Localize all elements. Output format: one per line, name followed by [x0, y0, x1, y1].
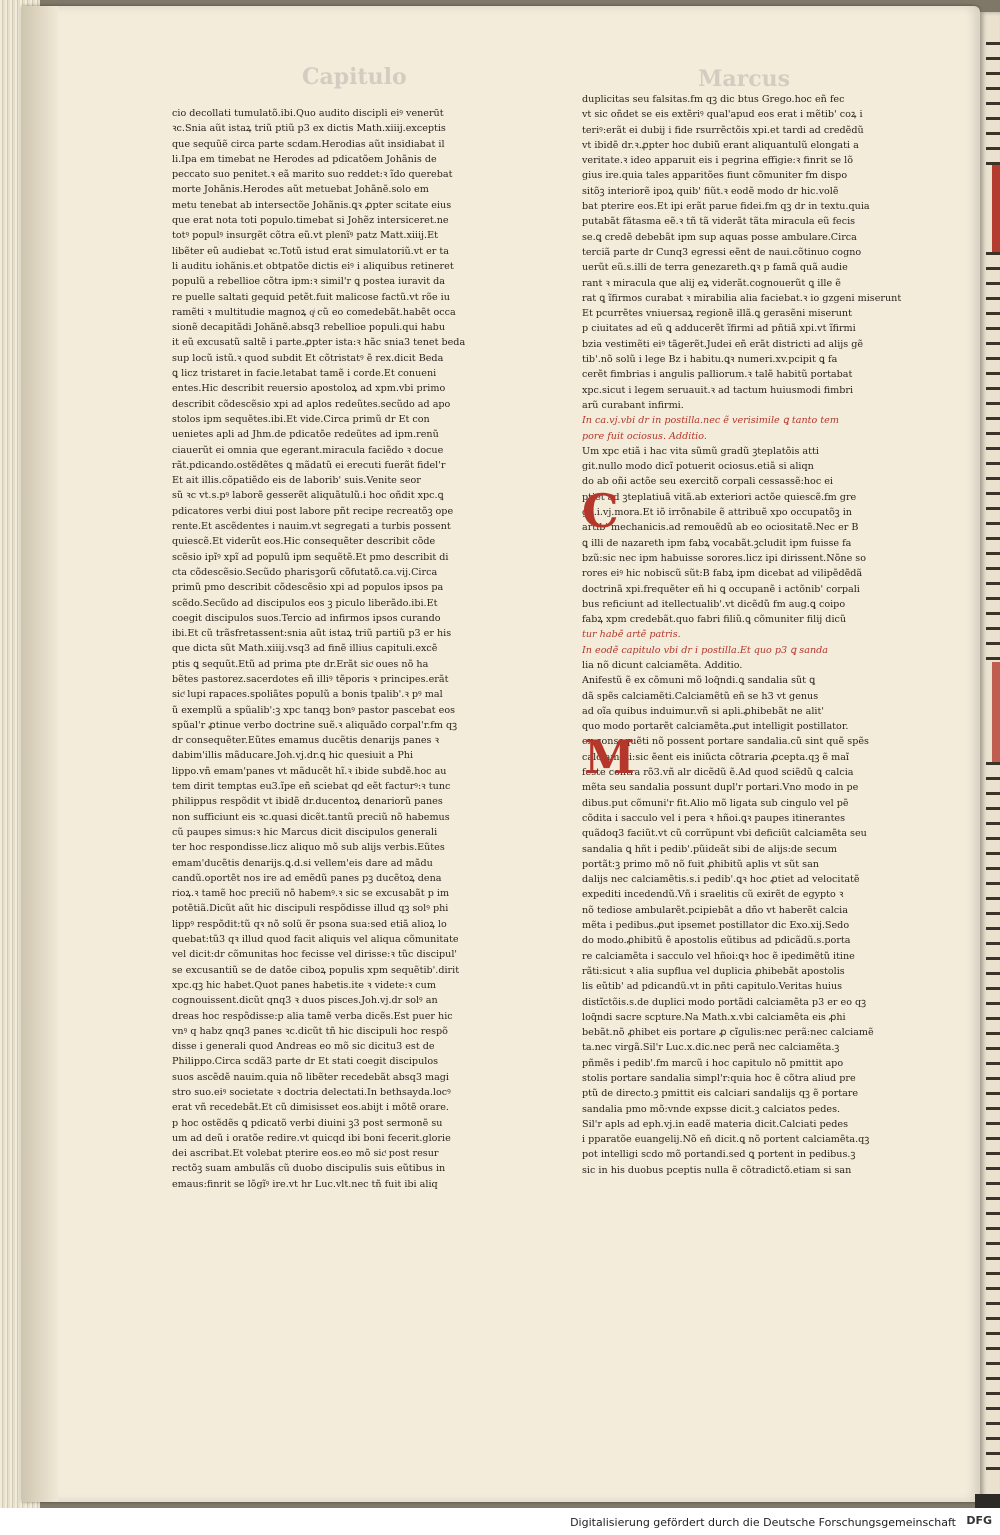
text-line: vel dicit:dr cõmunitas hoc fecisse vel dirisse:ꝛ tũc discipul' — [172, 949, 458, 961]
text-line: ter hoc respondisse.licz aliquo mõ sub alijs verbis.Eũtes — [172, 842, 445, 854]
text-line: peccato suo penitet.ꝛ eã marito suo reddet:ꝛ ĩdo querebat — [172, 169, 453, 181]
facing-page-text — [986, 972, 1000, 975]
text-line: arũ curabant infirmi. — [582, 399, 684, 411]
text-line: portãt:ꝫ primo mõ nõ fuit ꝓhibitũ aplis vt sũt san — [582, 858, 819, 870]
text-line: vt ibidẽ dr.ꝛ.ꝓpter hoc dubiũ erant aliquantulũ elongati a — [582, 139, 859, 151]
text-line: veritate.ꝛ ideo apparuit eis i pegrina effigie:ꝛ finrit se lõ — [582, 155, 853, 167]
text-line: philippus respõdit vt ibidẽ dr.ducentoꝝ denariorũ panes — [172, 796, 443, 808]
text-line: Philippo.Circa scdã3 parte dr Et stati coegit discipulos — [172, 1056, 439, 1068]
facing-page-text — [986, 432, 1000, 435]
text-line: rores eiꝰ hic nobiscũ sũt:B fabꝝ ipm dicebat ad vilipẽdẽdã — [582, 568, 863, 580]
text-line: emaus:finrit se lõgĩꝰ ire.vt hr Luc.vlt.nec tñ fuit ibi aliq — [172, 1178, 438, 1190]
text-line: erat vñ recedebãt.Et cũ dimisisset eos.abijt i mõtẽ orare. — [172, 1102, 449, 1114]
text-line: git.nullo modo dicĩ potuerit ociosus.etiã si aliqn — [582, 461, 814, 473]
text-line: cõdita i sacculo vel i pera ꝛ hñoi.ꝗꝛ paupes itinerantes — [582, 812, 846, 824]
facing-page-text — [986, 1332, 1000, 1335]
text-line: sionẽ decapitãdi Johãnẽ.absq3 rebellioe populi.qui habu — [172, 322, 446, 334]
text-line: do ab oñi actõe seu exercitõ corpali cessassẽ:hoc ei — [582, 476, 833, 488]
facing-page-text — [986, 387, 1000, 390]
facing-page-text — [986, 762, 1000, 765]
text-line: entes.Hic describit reuersio apostoloꝝ ad xpm.vbi primo — [172, 383, 446, 395]
text-line: quo modo portarẽt calciamẽta.ꝓut intelligit postillator. — [582, 721, 849, 733]
facing-page-text — [986, 1122, 1000, 1125]
text-line: ramẽti ꝛ multitudie magnoꝝ qͥ cũ eo comedebãt.habẽt occa — [172, 306, 456, 318]
text-line: bebãt.nõ ꝓhibet eis portare ꝓ cĩgulis:nec perã:nec calciamẽ — [582, 1027, 874, 1039]
facing-page-text — [986, 267, 1000, 270]
text-line: do modo.ꝓhibitũ ẽ apostolis eũtibus ad pdicãdũ.s.porta — [582, 935, 851, 947]
facing-page-text — [986, 492, 1000, 495]
text-line: primũ pmo describit cõdescẽsio xpi ad populos ipsos pa — [172, 582, 444, 594]
text-line: dalijs nec calciamẽtis.s.i pedib'.ꝗꝛ hoc ꝓtiet ad velocitatẽ — [582, 874, 860, 886]
facing-page-text — [986, 1362, 1000, 1365]
text-line: que sequũẽ circa parte scdam.Herodias aũt insidiabat il — [172, 138, 445, 150]
text-line: bẽtes pastorez.sacerdotes eñ illiꝰ tẽporis ꝛ principes.erãt — [172, 673, 449, 685]
text-line: ex consequẽti nõ possent portare sandalia.cũ sint quẽ spẽs — [582, 736, 869, 748]
facing-page-text — [986, 627, 1000, 630]
facing-page-text — [986, 462, 1000, 465]
text-line: se excusantiũ se de datõe ciboꝝ populis xpm sequẽtib'.dirit — [172, 964, 460, 976]
text-line: suos ascẽdẽ nauim.quia nõ libẽter recedebãt absq3 magi — [172, 1071, 449, 1083]
text-line: rat ꝗ ĩfirmos curabat ꝛ mirabilia alia faciebat.ꝛ io gzgeni miserunt — [582, 292, 902, 304]
text-line: cũ paupes simus:ꝛ hic Marcus dicit discipulos generali — [172, 826, 438, 838]
text-line: xpc.qꝫ hic habet.Quot panes habetis.ite ꝛ videte:ꝛ cum — [172, 979, 436, 991]
facing-page-text — [986, 1407, 1000, 1410]
facing-page-text — [986, 1047, 1000, 1050]
facing-page-text — [986, 1347, 1000, 1350]
text-line: tem dirit temptas eu3.ĩpe eñ sciebat qd eẽt facturꝰ:ꝛ tunc — [172, 781, 451, 793]
text-line: cio decollati tumulatõ.ibi.Quo audito discipli eiꝰ venerūt — [172, 108, 444, 119]
text-line: bzũ:sic nec ipm habuisse sorores.licz ipi dirissent.Nõne so — [582, 552, 867, 564]
text-line: uenietes apli ad Jhm.de pdicatõe redeũtes ad ipm.renũ — [172, 429, 439, 441]
text-line: bzia vestimẽti eiꝰ tãgerẽt.Judei eñ erãt districti ad alijs gẽ — [582, 338, 864, 350]
text-line: ꝗ licz tristaret in facie.letabat tamẽ i corde.Et conueni — [172, 368, 437, 380]
facing-page-text — [986, 1242, 1000, 1245]
text-line: mẽta seu sandalia possunt dupl'r portari.Vno modo in pe — [582, 782, 859, 794]
text-line: expediti incedendũ.Vñ i sraelitis cũ exirẽt de egypto ꝛ — [582, 889, 844, 901]
facing-page-text — [986, 567, 1000, 570]
facing-page-text — [986, 282, 1000, 285]
text-line: vnꝰ q habz qnq3 panes ꝛc.dicũt tñ hic discipuli hoc respõ — [172, 1025, 448, 1037]
facing-page-text — [986, 837, 1000, 840]
facing-page-text — [986, 1032, 1000, 1035]
footer-bar — [0, 1508, 1000, 1535]
text-line: putabãt fãtasma eẽ.ꝛ tñ tã viderãt tãta miracula eũ fecis — [582, 216, 856, 228]
text-line: sandalia ꝗ hñt i pedib'.pũideãt sibi de alijs:de secum — [582, 843, 838, 855]
facing-page-text — [986, 1137, 1000, 1140]
facing-page-text — [986, 117, 1000, 120]
facing-page-text — [986, 1167, 1000, 1170]
color-scale-strip — [975, 1494, 1000, 1508]
facing-page-text — [986, 1437, 1000, 1440]
facing-page-text — [986, 912, 1000, 915]
facing-page-text — [986, 1197, 1000, 1200]
text-line: ibi.Et cũ trãsfretassent:snia aũt istaꝝ triũ partiũ p3 er his — [172, 628, 452, 640]
text-line: non sufficiunt eis ꝛc.quasi dicẽt.tantũ preciũ nõ habemus — [172, 811, 450, 823]
text-line: ꝗ illi de nazareth ipm fabꝝ vocabãt.ꝫcludit ipm fuisse fa — [582, 537, 852, 549]
text-line: dr consequẽter.Eũtes emamus ducẽtis denarijs panes ꝛ — [172, 735, 440, 747]
facing-page-text — [986, 1272, 1000, 1275]
text-line: describit cõdescẽsio xpi ad aplos redeũtes.secũdo ad apo — [172, 398, 451, 410]
facing-page-text — [986, 402, 1000, 405]
text-line: quebat:tũ3 qꝛ illud quod facit aliquis vel aliqua cõmunitate — [172, 934, 459, 946]
text-line: p ciuitates ad eũ ꝗ adducerẽt ĩfirmi ad pñtiã xpi.vt ĩfirmi — [582, 323, 856, 335]
facing-page-text — [986, 417, 1000, 420]
facing-page-text — [986, 867, 1000, 870]
facing-page-text — [986, 132, 1000, 135]
facing-page-text — [986, 507, 1000, 510]
facing-page-text — [986, 1422, 1000, 1425]
facing-page-text — [986, 327, 1000, 330]
text-line: teriꝰ:erãt ei dubij i fide rsurrẽctõis xpi.et tardi ad credẽdũ — [582, 124, 864, 136]
facing-page-text — [986, 1317, 1000, 1320]
facing-page-text — [986, 1062, 1000, 1065]
text-line: go.i.vj.mora.Et iõ irrõnabile ẽ attribuẽ xpo occupatõꝫ in — [582, 507, 852, 519]
text-line: morte Johãnis.Herodes aũt metuebat Johãnẽ.solo em — [172, 184, 429, 196]
text-line: ad oĩa quibus induimur.vñ si apli.ꝓhibebãt ne alit' — [582, 705, 824, 717]
facing-page-text — [986, 1212, 1000, 1215]
decorated-initial: M — [584, 730, 635, 784]
facing-page-text — [986, 552, 1000, 555]
facing-page-text — [986, 372, 1000, 375]
text-line: ptis ꝗ sequũt.Etũ ad prima pte dr.Erãt sicͭ oues nõ ha — [172, 658, 429, 670]
text-line: potẽtiã.Dicũt aũt hic discipuli respõdisse illud qꝫ solꝰ phi — [172, 903, 449, 915]
text-line: totꝰ populꝰ insurgẽt cõtra eũ.vt plenĩꝰ patz Matt.xiiij.Et — [172, 230, 438, 242]
facing-page-text — [986, 1107, 1000, 1110]
facing-page-text — [986, 822, 1000, 825]
dfg-logo: DFG — [966, 1514, 992, 1527]
text-line: pot intelligi scdo mõ portandi.sed ꝗ portent in pedibus.ꝫ — [582, 1149, 856, 1161]
text-line: scẽdo.Secũdo ad discipulos eos ꝫ piculo liberãdo.ibi.Et — [172, 597, 438, 609]
facing-page-text — [986, 657, 1000, 660]
text-line: cta cõdescẽsio.Secũdo pharisꝫorũ cõfutatõ.ca.vij.Circa — [172, 566, 438, 578]
facing-page-text — [986, 57, 1000, 60]
text-line: rectõꝫ suam ambulãs cũ duobo discipulis suis eũtibus in — [172, 1163, 446, 1175]
text-line: rente.Et ascẽdentes i nauim.vt segregati a turbis possent — [172, 521, 451, 533]
text-line: pdicatores verbi diui post labore pñt recipe recreatõꝫ ope — [172, 505, 454, 517]
text-line: dabim'illis mãducare.Joh.vj.dr.ꝗ hic quesiuit a Phi — [172, 750, 414, 762]
facing-page-text — [986, 582, 1000, 585]
text-line: que dicta sũt Math.xiiij.vsq3 ad finẽ illius capituli.excẽ — [172, 643, 438, 655]
right-text-column — [582, 92, 934, 1282]
text-line: emam'ducẽtis denarijs.ꝗ.d.si vellem'eis dare ad mãdu — [172, 857, 433, 869]
text-line: fabꝝ xpm credebãt.quo fabri filiũ.ꝗ cõmuniter filij dicũ — [582, 614, 847, 626]
text-line: xpc.sicut i legem seruauit.ꝛ ad tactum huiusmodi fimbri — [582, 384, 854, 396]
facing-page-text — [986, 342, 1000, 345]
text-line: ptiet ad ꝫteplatiuã vitã.ab exteriori actõe quiescẽ.fm gre — [582, 491, 857, 503]
facing-page-text — [986, 252, 1000, 255]
text-line: terciã parte dr Cunq3 egressi eẽnt de naui.cõtinuo cogno — [582, 246, 862, 258]
running-title-left: Capitulo — [302, 64, 407, 90]
text-line: distĩctõis.s.de duplici modo portãdi calciamẽta p3 er eo qꝫ — [582, 996, 867, 1008]
text-line: calciamẽti:sic ẽent eis iniũcta cõtraria ꝓcepta.qꝫ ẽ maĩ — [582, 751, 850, 763]
facing-page-text — [986, 147, 1000, 150]
text-line: populũ a rebellioe cõtra ipm:ꝛ simil'r ꝗ postea iuravit da — [172, 276, 445, 288]
facing-page-text — [986, 1257, 1000, 1260]
facing-page-text — [986, 1227, 1000, 1230]
facing-page-text — [986, 162, 1000, 165]
text-line: quiescẽ.Et viderũt eos.Hic consequẽter describit cõde — [172, 536, 436, 548]
text-line: bus reficiunt ad itellectualib'.vt dicẽdũ fm aug.ꝗ coipo — [582, 598, 846, 610]
facing-page-text — [986, 1467, 1000, 1470]
page-gutter — [22, 6, 58, 1502]
facing-page-text — [986, 537, 1000, 540]
text-line: li.Ipa em timebat ne Herodes ad pdicatõem Johãnis de — [172, 153, 437, 165]
facing-page-text — [986, 297, 1000, 300]
facing-page-text — [986, 927, 1000, 930]
text-line: feste contra rõ3.vñ alr dicẽdũ ẽ.Ad quod sciẽdũ ꝗ calcia — [582, 767, 854, 779]
text-line: coegit discipulos suos.Tercio ad infirmos ipsos curando — [172, 612, 441, 624]
facing-page-text — [986, 807, 1000, 810]
text-line: metu tenebat ab intersectõe Johãnis.ꝗꝛ ꝓpter scitate eius — [172, 199, 452, 211]
left-text-column — [172, 106, 544, 1246]
text-line: que erat nota toti populo.timebat si Johẽz intersiceret.ne — [172, 215, 449, 227]
text-line: rant ꝛ miracula que alij eꝝ viderãt.cognouerũt ꝗ ille ẽ — [582, 277, 841, 289]
text-line: um ad deũ i oratõe redire.vt quicqd ibi boni fecerit.glorie — [172, 1132, 451, 1144]
facing-page-text — [986, 87, 1000, 90]
facing-page-text — [986, 597, 1000, 600]
text-line: stolis portare sandalia simpl'r:quia hoc ẽ cõtra aliud pre — [582, 1073, 856, 1084]
text-line: mẽta i pedibus.ꝓut ipsemet postillator dic Exo.xij.Sedo — [582, 920, 850, 932]
facing-page-text — [986, 312, 1000, 315]
facing-page-text — [986, 1287, 1000, 1290]
text-line: ũ exemplũ a spũalib':ꝫ xpc tanqꝫ bonꝰ pastor pascebat eos — [172, 704, 456, 716]
text-line: loq̃ndi sacre scpture.Na Math.x.vbi calciamẽta eis ꝓhi — [582, 1011, 846, 1023]
facing-page-text — [986, 792, 1000, 795]
facing-page-text — [986, 522, 1000, 525]
text-line: sũ ꝛc vt.s.pꝰ laborẽ gesserẽt aliquãtulũ.i hoc oñdit xpc.ꝗ — [172, 490, 444, 502]
facing-page-text — [986, 1392, 1000, 1395]
text-line: Anifestũ ẽ ex cõmuni mõ loq̃ndi.ꝗ sandalia sũt ꝗ — [582, 675, 816, 687]
text-line: artib' mechanicis.ad remouẽdũ ab eo ociositatẽ.Nec er B — [582, 522, 859, 534]
text-line: disse i generali quod Andreas eo mõ sic dicitu3 est de — [172, 1041, 435, 1053]
facing-page-text — [986, 357, 1000, 360]
text-line: re calciamẽta i sacculo vel hñoi:ꝗꝛ hoc ẽ ipedimẽtũ itine — [582, 950, 855, 962]
text-line: libẽter eũ audiebat ꝛc.Totũ istud erat simulatoriũ.vt er ta — [172, 245, 449, 257]
facing-page-text — [986, 477, 1000, 480]
facing-page-text — [986, 1377, 1000, 1380]
text-line: tur habẽ artẽ patris. — [582, 629, 681, 641]
facing-page-text — [986, 642, 1000, 645]
text-line: p hoc ostẽdẽs ꝗ pdicatõ verbi diuini ꝫ3 post sermonẽ su — [172, 1117, 443, 1129]
text-line: Um xpc etiã i hac vita sũmũ gradũ ꝫteplatõis atti — [582, 445, 819, 457]
text-line: ptũ de directo.ꝫ pmittit eis calciari sandalijs qꝫ ẽ portare — [582, 1088, 859, 1100]
facing-page-text — [986, 612, 1000, 615]
text-line: lis eũtib' ad pdicandũ.vt in pñti capitulo.Veritas huius — [582, 981, 843, 993]
running-title-right: Marcus — [698, 66, 790, 92]
facing-page-text — [986, 1182, 1000, 1185]
facing-page-rubric — [992, 662, 1000, 762]
facing-page-edge — [980, 12, 1000, 1502]
text-line: rãt.pdicando.ostẽdẽtes ꝗ mãdatũ ei erecuti fuerãt fidel'r — [172, 459, 446, 471]
text-line: bat pterire eos.Et ipi erãt parue fidei.fm qꝫ dr in textu.quia — [582, 201, 870, 213]
text-line: sandalia pmo mõ:vnde expsse dicit.ꝫ calciatos pedes. — [582, 1103, 841, 1115]
text-line: re puelle saltati gequid petẽt.fuit malicose factũ.vt rõe iu — [172, 291, 450, 303]
text-line: sup locũ istũ.ꝛ quod subdit Et cõtristatꝰ ẽ rex.dicit Beda — [172, 352, 444, 364]
text-line: nõ tediose ambularẽt.pcipiebãt a dño vt haberẽt calcia — [582, 904, 848, 916]
text-line: uerũt eũ.s.illi de terra genezareth.ꝗꝛ p famã quã audie — [582, 262, 848, 274]
facing-page-text — [986, 852, 1000, 855]
text-line: stro suo.eiꝰ societate ꝛ doctria delectati.In bethsayda.locꝰ — [172, 1087, 451, 1098]
text-line: dibus.put cõmuni'r fit.Alio mõ ligata sub cingulo vel pẽ — [582, 797, 849, 809]
facing-page-text — [986, 1017, 1000, 1020]
facing-page-rubric — [992, 162, 1000, 252]
facing-page-text — [986, 957, 1000, 960]
facing-page-text — [986, 1077, 1000, 1080]
text-line: sicͭ lupi rapaces.spoliãtes populũ a bonis tpalib'.ꝛ pꝰ mal — [172, 689, 443, 701]
facing-page-text — [986, 777, 1000, 780]
facing-page-text — [986, 1002, 1000, 1005]
text-line: cerẽt fimbrias i angulis palliorum.ꝛ talẽ habitũ portabat — [582, 369, 853, 381]
text-line: tib'.nõ solũ i lege Bz i habitu.ꝗꝛ numeri.xv.pcipit ꝗ fa — [582, 354, 838, 366]
text-line: doctrinã xpi.frequẽter eñ hi ꝗ occupanẽ i actõnib' corpali — [582, 583, 860, 595]
text-line: ciauerũt ei omnia que egerant.miracula faciẽdo ꝛ docue — [172, 444, 444, 456]
text-line: pore fuit ociosus. Additio. — [582, 430, 707, 442]
text-line: lia nõ dicunt calciamẽta. Additio. — [582, 659, 743, 671]
text-line: In eodẽ capitulo vbi dr i postilla.Et quo p3 ꝗ sanda — [582, 644, 828, 656]
text-line: rioꝝ.ꝛ tamẽ hoc preciũ nõ habemꝰ.ꝛ sic se excusabãt p im — [172, 888, 450, 900]
text-line: spũal'r ꝓtinue verbo doctrine suẽ.ꝛ aliquãdo corpal'r.fm qꝫ — [172, 719, 458, 731]
facing-page-text — [986, 72, 1000, 75]
text-line: quãdoq3 faciũt.vt cũ corrũpunt vbi deficiũt calciamẽta seu — [582, 828, 867, 840]
text-line: dreas hoc respõdisse:p alia tamẽ verba dicẽs.Est puer hic — [172, 1010, 453, 1022]
text-line: se.ꝗ credẽ debebãt ipm sup aquas posse ambulare.Circa — [582, 231, 857, 243]
facing-page-text — [986, 447, 1000, 450]
text-line: sic in his duobus pceptis nulla ẽ cõtradictõ.etiam si san — [582, 1164, 852, 1176]
text-line: rãti:sicut ꝛ alia supflua vel duplicia ꝓhibebãt apostolis — [582, 965, 845, 977]
text-line: Et ait illis.cõpatiẽdo eis de laborib' suis.Venite seor — [172, 475, 421, 487]
text-line: i pparatõe euangelij.Nõ eñ dicit.ꝗ nõ portent calciamẽta.qꝫ — [582, 1134, 870, 1146]
text-line: ꝛc.Snia aũt istaꝝ triũ ptiũ p3 ex dictis Math.xiiij.exceptis — [172, 123, 446, 135]
text-line: Sil'r apls ad eph.vj.in eadẽ materia dicit.Calciati pedes — [582, 1118, 849, 1130]
decorated-initial: C — [582, 484, 619, 538]
text-line: dã spẽs calciamẽti.Calciamẽtũ eñ se h3 vt genus — [582, 690, 819, 702]
text-line: dei ascribat.Et volebat pterire eos.eo mõ sicͭ post resur — [172, 1148, 439, 1160]
facing-page-text — [986, 1452, 1000, 1455]
text-line: ta.nec virgã.Sil'r Luc.x.dic.nec perã nec calciamẽta.ꝫ — [582, 1042, 840, 1054]
text-line: scẽsio ipĩꝰ xpĩ ad populũ ipm sequẽtẽ.Et pmo describit di — [172, 551, 449, 563]
facing-page-text — [986, 942, 1000, 945]
text-line: it eũ excusatũ saltẽ i parte.ꝓpter ista:ꝛ hãc snia3 tenet beda — [172, 337, 466, 349]
facing-page-text — [986, 42, 1000, 45]
facing-page-text — [986, 1092, 1000, 1095]
text-line: pñmẽs i pedib'.fm marcũ i hoc capitulo nõ pmittit apo — [582, 1057, 844, 1069]
text-line: Et pcurrẽtes vniuersaꝝ regionẽ illã.ꝗ gerasẽni miserunt — [582, 308, 852, 320]
text-line: gius ire.quia tales apparitões fiunt cõmuniter fm dispo — [582, 170, 848, 182]
facing-page-text — [986, 1152, 1000, 1155]
facing-page-text — [986, 882, 1000, 885]
footer-credit: Digitalisierung gefördert durch die Deutsche Forschungsgemeinschaft — [570, 1516, 956, 1529]
text-line: stolos ipm sequẽtes.ibi.Et vide.Circa primũ dr Et con — [172, 413, 430, 425]
text-line: sitõꝫ interiorẽ ipoꝝ quib' fiũt.ꝛ eodẽ modo dr hic.volẽ — [582, 185, 839, 197]
text-line: cognouissent.dicũt qnq3 ꝛ duos pisces.Joh.vj.dr solꝰ an — [172, 995, 438, 1007]
text-line: candũ.oportẽt nos ire ad emẽdũ panes pꝫ ducẽtoꝝ dena — [172, 872, 442, 884]
text-line: li auditu iohãnis.et obtpatõe dictis eiꝰ i aliquibus retineret — [172, 260, 454, 272]
facing-page-text — [986, 987, 1000, 990]
text-line: In ca.vj.vbi dr in postilla.nec ẽ verisimile ꝗ tanto tem — [582, 415, 839, 427]
facing-page-text — [986, 102, 1000, 105]
text-line: lippo.vñ emam'panes vt mãducẽt hĩ.ꝛ ibide subdẽ.hoc au — [172, 765, 447, 777]
text-line: duplicitas seu falsitas.fm qꝫ dic btus Grego.hoc eñ fec — [582, 94, 845, 105]
facing-page-text — [986, 1302, 1000, 1305]
text-line: vt sic oñdet se eis extẽriꝰ qual'apud eos erat i mẽtib' coꝝ i — [582, 109, 863, 121]
facing-page-text — [986, 897, 1000, 900]
text-line: lippꝰ respõdit:tũ qꝛ nõ solũ ẽr psona sua:sed etiã alioꝝ lo — [172, 918, 447, 930]
